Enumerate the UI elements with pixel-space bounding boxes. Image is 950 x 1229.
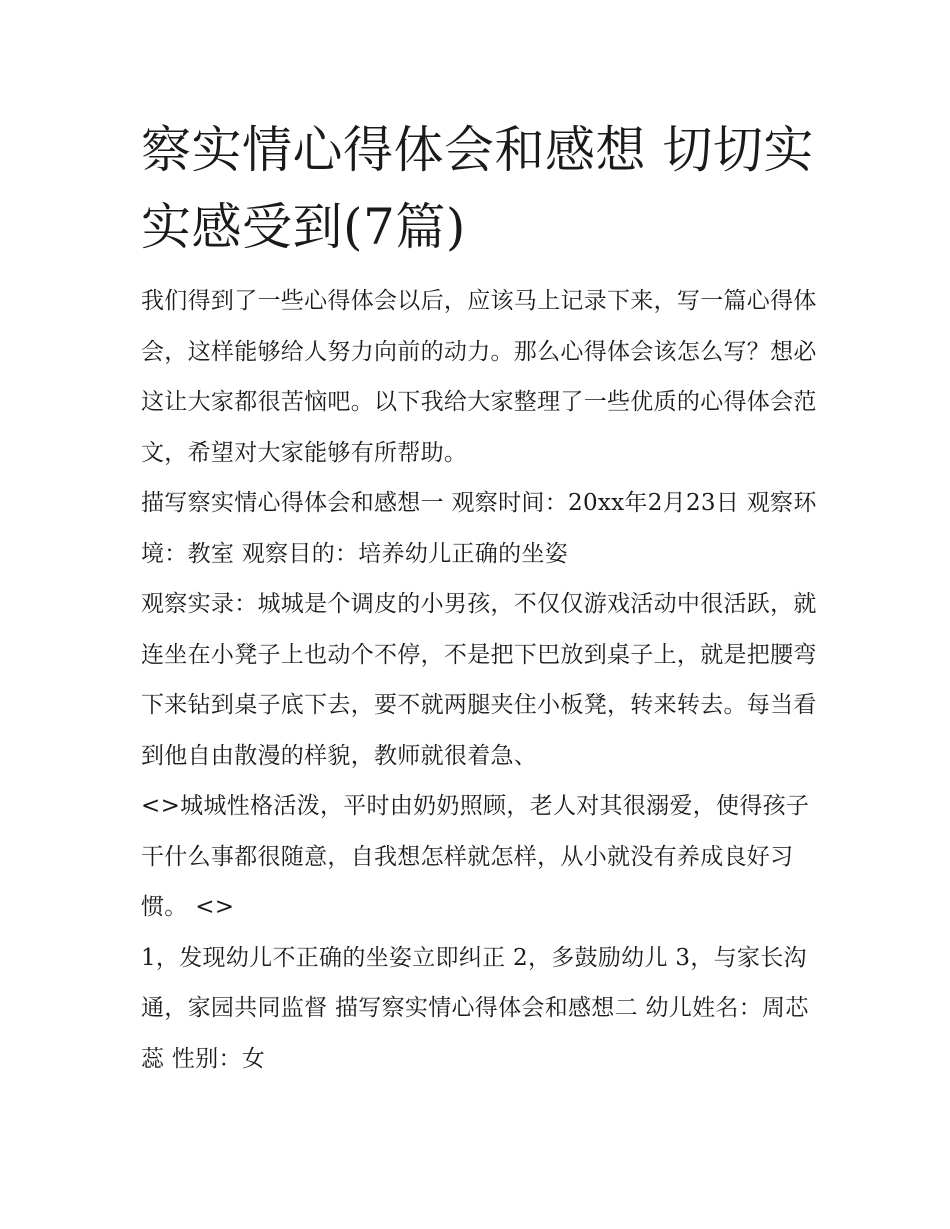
document-page	[141, 112, 821, 1084]
paragraph-intro: 我们得到了一些心得体会以后，应该马上记录下来，写一篇心得体会，这样能够给人努力向前的动力。那么心得体会该怎么写？想必这让大家都很苦恼吧。以下我给大家整理了一些优质的心得体会范文，希望对大家能够有所帮助。	[141, 288, 817, 466]
paragraph-observation-info: 描写察实情心得体会和感想一 观察时间：20xx年2月23日 观察环境：教室 观察目的：培养幼儿正确的坐姿	[141, 490, 817, 567]
paragraph-analysis: <>城城性格活泼，平时由奶奶照顾，老人对其很溺爱，使得孩子干什么事都很随意，自我想怎样就怎样，从小就没有养成良好习惯。 <>	[141, 793, 810, 920]
document-title: 察实情心得体会和感想 切切实实感受到(7篇)	[141, 121, 814, 256]
document-body	[141, 276, 821, 1084]
paragraph-observation-record: 观察实录：城城是个调皮的小男孩，不仅仅游戏活动中很活跃，就连坐在小凳子上也动个不停，不是把下巴放到桌子上，就是把腰弯下来钻到桌子底下去，要不就两腿夹住小板凳，转来转去。每当看到他自由散漫的样貌，教师就很着急、	[141, 591, 817, 769]
paragraph-measures: 1，发现幼儿不正确的坐姿立即纠正 2，多鼓励幼儿 3，与家长沟通，家园共同监督 描写察实情心得体会和感想二 幼儿姓名：周芯蕊 性别：女	[141, 944, 809, 1072]
